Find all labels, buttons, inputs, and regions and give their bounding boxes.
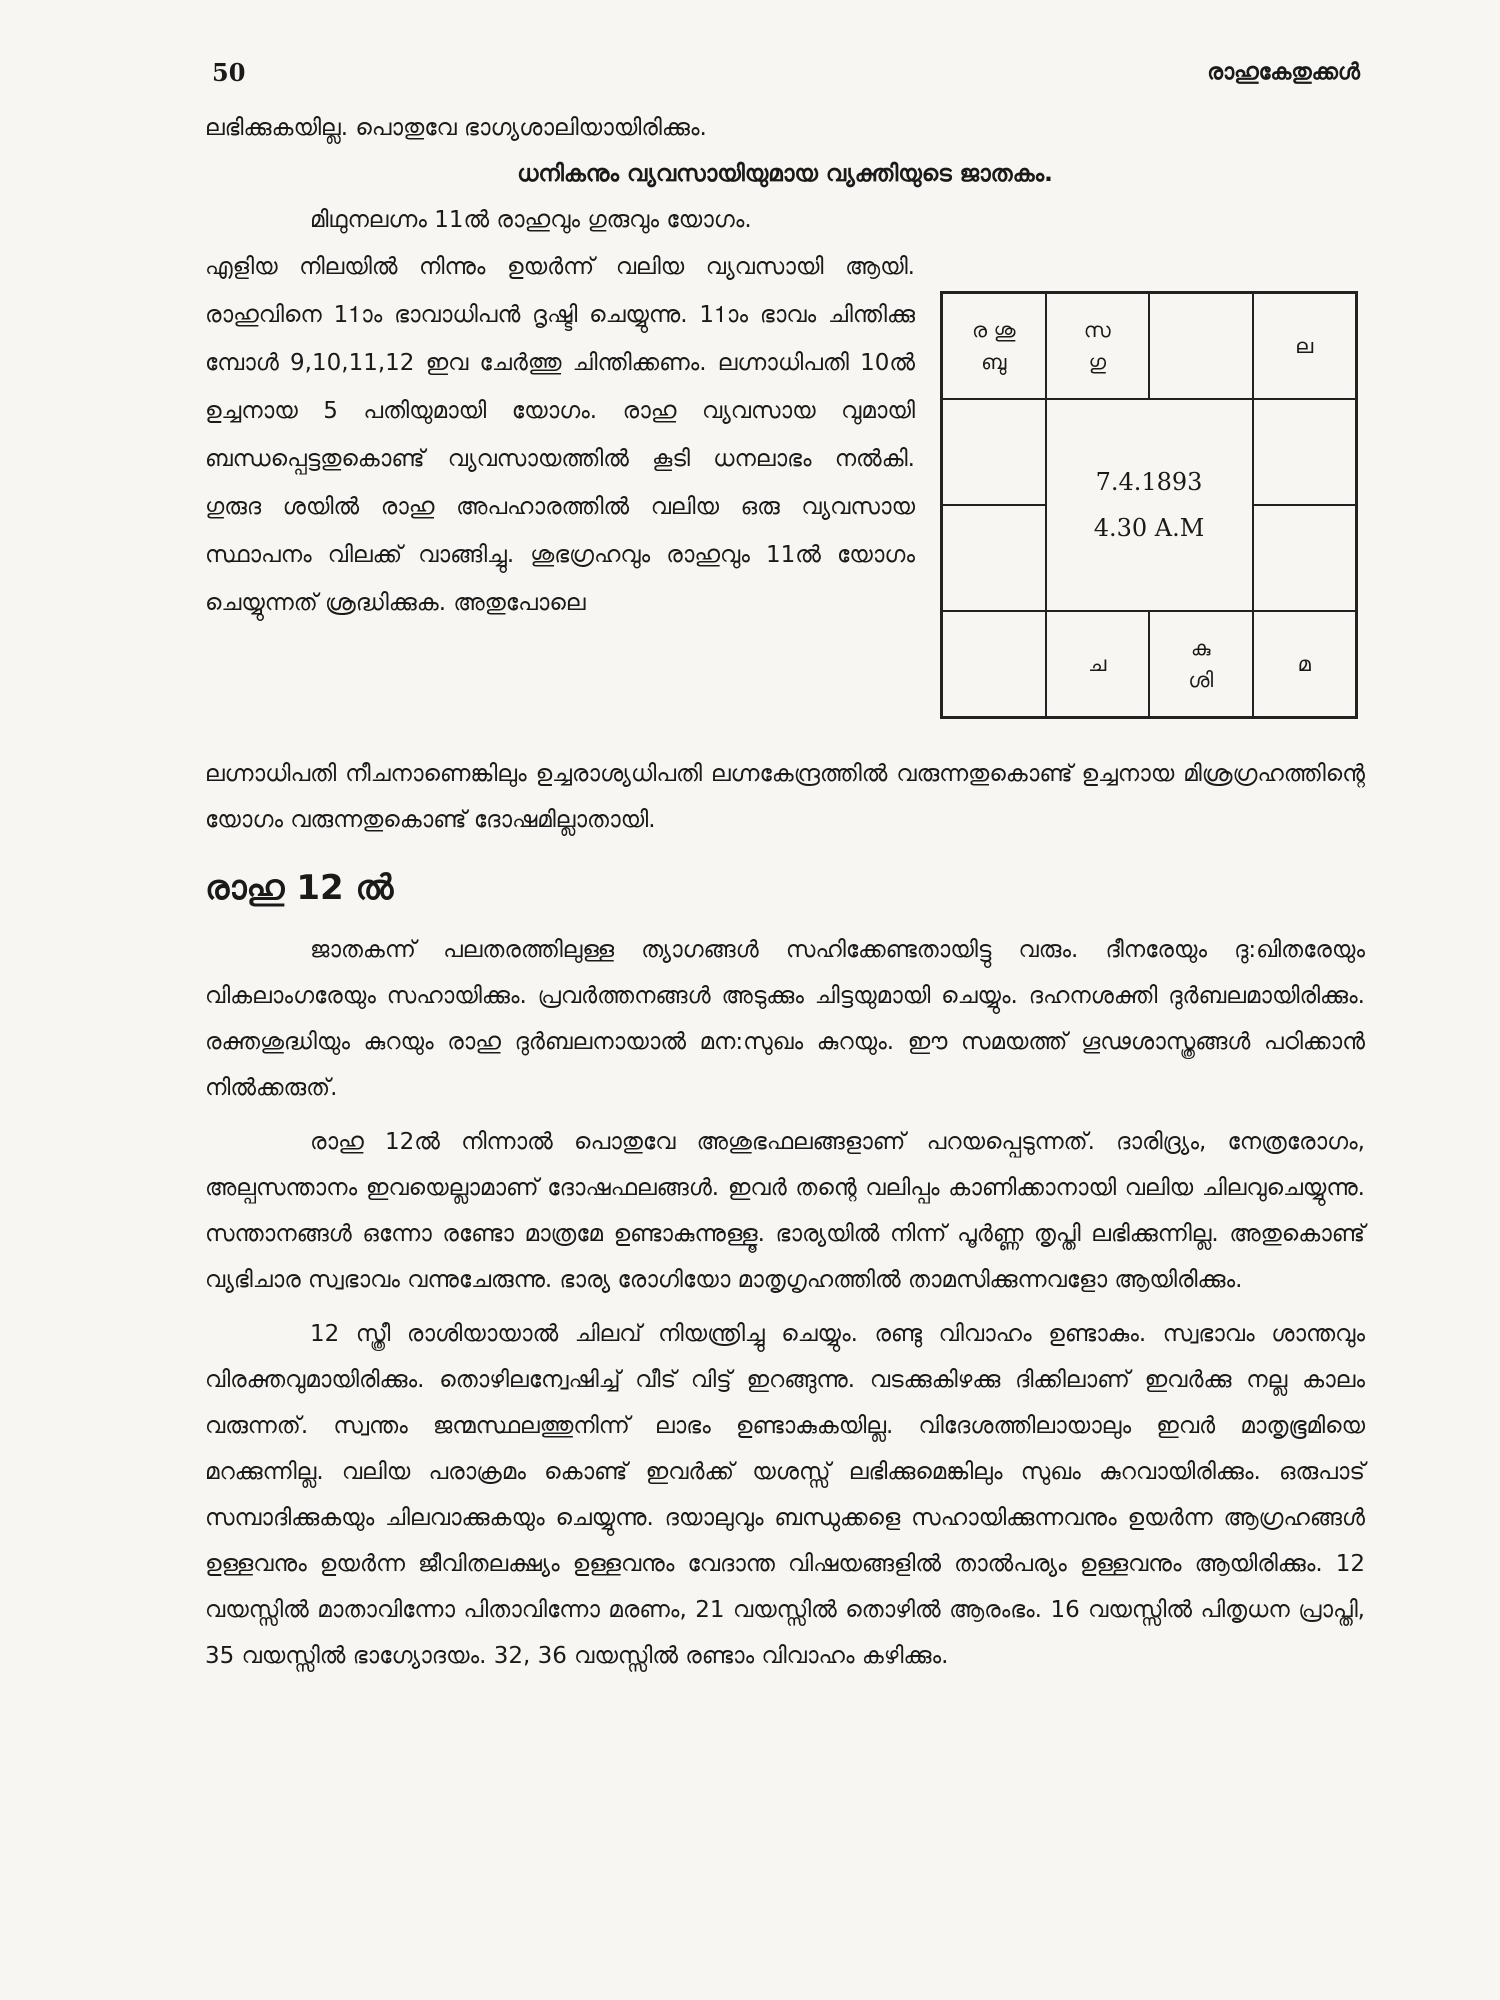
chart-cell-r4c3	[1149, 611, 1253, 717]
case-wrap-text: എളിയ നിലയിൽ നിന്നും ഉയർന്ന് വലിയ വ്യവസായി ആയി. രാഹുവിനെ 11ാം ഭാവാധിപൻ ദൃഷ്ടി ചെയ്യുന്നു. 11ാം ഭാവം ചിന്തിക്കു മ്പോൾ 9,10,11,12 ഇവ ചേർത്തു ചിന്തിക്കണം. ലഗ്നാധിപതി 10ൽ ഉച്ചനായ 5 പതിയുമായി യോഗം. രാഹു വ്യവസായ വുമായി ബന്ധപ്പെട്ടതുകൊണ്ട് വ്യവസായത്തിൽ കൂടി ധനലാഭം നൽകി. ഗുരുദ ശയിൽ രാഹു അപഹാരത്തിൽ വലിയ ഒരു വ്യവസായ സ്ഥാപനം വിലക്ക് വാങ്ങിച്ചു. ശുഭഗ്രഹവും രാഹുവും 11ൽ യോഗം ചെയ്യുന്നത് ശ്രദ്ധിക്കുക. അതുപോലെ	[205, 254, 915, 616]
case-continuation: ലഗ്നാധിപതി നീചനാണെങ്കിലും ഉച്ചരാശ്യധിപതി ലഗ്നകേന്ദ്രത്തിൽ വരുന്നതുകൊണ്ട് ഉച്ചനായ മിശ്രഗ്രഹത്തിന്റെ യോഗം വരുന്നതുകൊണ്ട് ദോഷമില്ലാതായി.	[205, 761, 1365, 833]
horoscope-chart	[940, 291, 1358, 719]
chart-cell-r3c4	[1253, 505, 1357, 611]
case-heading: ധനികനും വ്യവസായിയുമായ വ്യക്തിയുടെ ജാതകം.	[517, 161, 1053, 187]
case-wrap-text-block	[205, 243, 915, 627]
chart-center	[1046, 399, 1253, 611]
chart-cell-r1c2-line1: സ	[1083, 318, 1111, 342]
case-first-line: മിഥുനലഗ്നം 11ൽ രാഹുവും ഗുരുവും യോഗം.	[310, 207, 752, 233]
case-body	[205, 243, 1365, 751]
chart-cell-r1c1	[942, 293, 1046, 399]
page-number: 50	[212, 58, 246, 87]
chart-cell-r1c3	[1149, 293, 1253, 399]
chart-cell-r4c2-text: ച	[1088, 652, 1107, 676]
chart-cell-r1c4-text: ല	[1295, 334, 1314, 358]
chart-cell-r1c1-line2: ബു	[981, 350, 1007, 374]
chart-cell-r3c1	[942, 505, 1046, 611]
chart-date: 7.4.1893	[1095, 468, 1203, 496]
chart-cell-r4c2	[1046, 611, 1150, 717]
chart-cell-r4c3-line2: ശി	[1188, 668, 1214, 692]
chart-cell-r2c4	[1253, 399, 1357, 505]
chart-cell-r4c3-line1: കു	[1190, 636, 1211, 660]
chart-cell-r4c4-text: മ	[1297, 652, 1311, 676]
chart-cell-r4c4	[1253, 611, 1357, 717]
chart-cell-r1c4	[1253, 293, 1357, 399]
intro-line: ലഭിക്കുകയില്ല. പൊതുവേ ഭാഗ്യശാലിയായിരിക്കും.	[205, 115, 707, 141]
section-paragraph-2: രാഹു 12ൽ നിന്നാൽ പൊതുവേ അശുഭഫലങ്ങളാണ് പറയപ്പെടുന്നത്. ദാരിദ്ര്യം, നേത്രരോഗം, അല്പസന്താനം ഇവയെല്ലാമാണ് ദോഷഫലങ്ങൾ. ഇവർ തന്റെ വലിപ്പം കാണിക്കാനായി വലിയ ചിലവുചെയ്യുന്നു. സന്താനങ്ങൾ ഒന്നോ രണ്ടോ മാത്രമേ ഉണ്ടാകുന്നുള്ളൂ. ഭാര്യയിൽ നിന്ന് പൂർണ്ണ തൃപ്തി ലഭിക്കുന്നില്ല. അതുകൊണ്ട് വ്യഭിചാര സ്വഭാവം വന്നുചേരുന്നു. ഭാര്യ രോഗിയോ മാതൃഗൃഹത്തിൽ താമസിക്കുന്നവളോ ആയിരിക്കും.	[205, 1129, 1365, 1293]
chart-cell-r4c1	[942, 611, 1046, 717]
chart-cell-r1c2-line2: ഗു	[1088, 350, 1107, 374]
section-title: രാഹു 12 ൽ	[205, 868, 394, 908]
running-title: രാഹുകേതുക്കൾ	[1207, 60, 1360, 85]
chart-cell-r1c2	[1046, 293, 1150, 399]
chart-time: 4.30 A.M	[1093, 514, 1205, 542]
section-paragraph-1: ജാതകന്ന് പലതരത്തിലുള്ള ത്യാഗങ്ങൾ സഹിക്കേണ്ടതായിട്ടു വരും. ദീനരേയും ദു:ഖിതരേയും വികലാംഗരേയും സഹായിക്കും. പ്രവർത്തനങ്ങൾ അടുക്കും ചിട്ടയുമായി ചെയ്യും. ദഹനശക്തി ദുർബലമായിരിക്കും. രക്തശുദ്ധിയും കുറയും രാഹു ദുർബലനായാൽ മന:സുഖം കുറയും. ഈ സമയത്ത് ഗൂഢശാസ്ത്രങ്ങൾ പഠിക്കാൻ നിൽക്കരുത്.	[205, 937, 1365, 1101]
section-paragraph-3: 12 സ്ത്രീ രാശിയായാൽ ചിലവ് നിയന്ത്രിച്ചു ചെയ്യും. രണ്ടു വിവാഹം ഉണ്ടാകും. സ്വഭാവം ശാന്തവും വിരക്തവുമായിരിക്കും. തൊഴിലന്വേഷിച്ച് വീട് വിട്ട് ഇറങ്ങുന്നു. വടക്കുകിഴക്കു ദിക്കിലാണ് ഇവർക്കു നല്ല കാലം വരുന്നത്. സ്വന്തം ജന്മസ്ഥലത്തുനിന്ന് ലാഭം ഉണ്ടാകുകയില്ല. വിദേശത്തിലായാലും ഇവർ മാതൃഭൂമിയെ മറക്കുന്നില്ല. വലിയ പരാക്രമം കൊണ്ട് ഇവർക്ക് യശസ്സ് ലഭിക്കുമെങ്കിലും സുഖം കുറവായിരിക്കും. ഒരുപാട് സമ്പാദിക്കുകയും ചിലവാക്കുകയും ചെയ്യുന്നു. ദയാലുവും ബന്ധുക്കളെ സഹായിക്കുന്നവനും ഉയർന്ന ആഗ്രഹങ്ങൾ ഉള്ളവനും ഉയർന്ന ജീവിതലക്ഷ്യം ഉള്ളവനും വേദാന്ത വിഷയങ്ങളിൽ താൽപര്യം ഉള്ളവനും ആയിരിക്കും. 12 വയസ്സിൽ മാതാവിന്നോ പിതാവിന്നോ മരണം, 21 വയസ്സിൽ തൊഴിൽ ആരംഭം. 16 വയസ്സിൽ പിതൃധന പ്രാപ്തി, 35 വയസ്സിൽ ഭാഗ്യോദയം. 32, 36 വയസ്സിൽ രണ്ടാം വിവാഹം കഴിക്കും.	[205, 1321, 1365, 1669]
page-body	[205, 105, 1365, 1679]
chart-cell-r1c1-line1: ര ശു	[971, 318, 1016, 342]
chart-cell-r2c1	[942, 399, 1046, 505]
